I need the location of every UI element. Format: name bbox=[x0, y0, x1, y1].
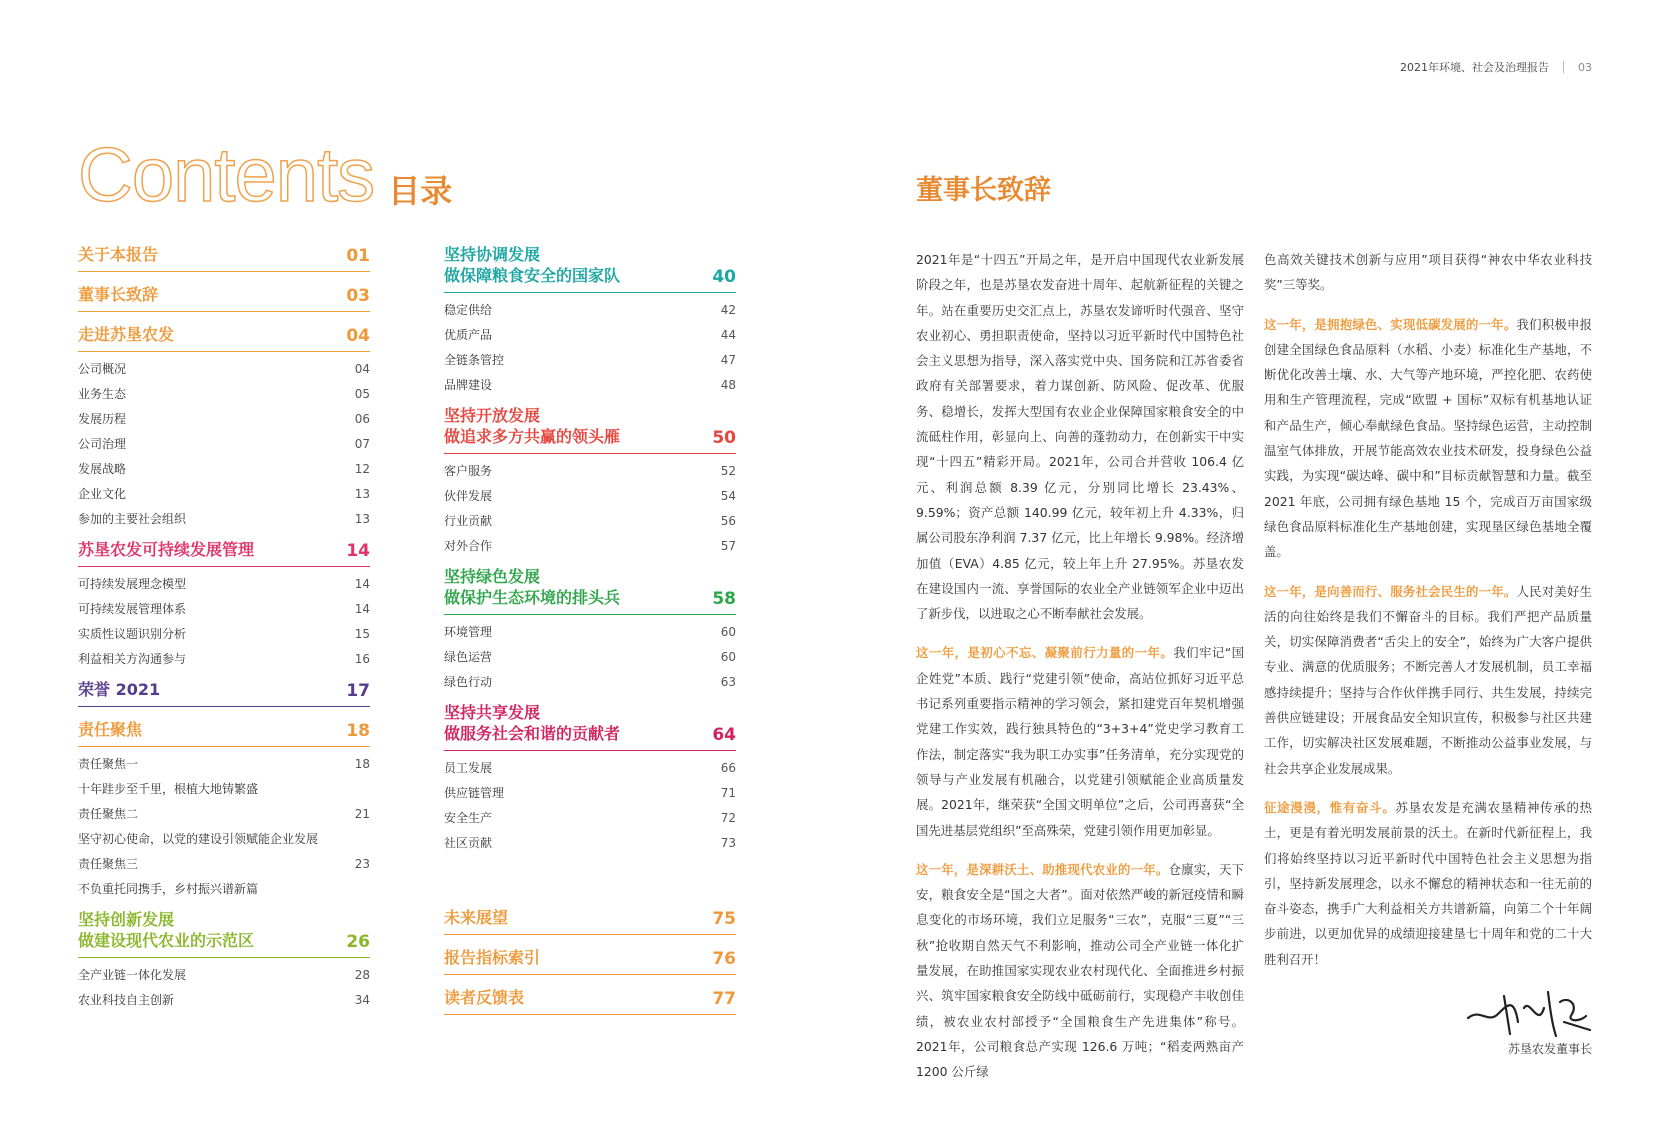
toc-section-title: 读者反馈表 bbox=[444, 988, 525, 1007]
toc-item-page: 13 bbox=[354, 486, 370, 501]
letter-title: 董事长致辞 bbox=[916, 175, 1051, 206]
toc-section-title: 坚持协调发展 bbox=[444, 245, 541, 264]
toc-gap bbox=[444, 1019, 736, 1027]
toc-item[interactable] bbox=[444, 322, 736, 347]
toc-section-subtitle: 做保障粮食安全的国家队 bbox=[444, 266, 621, 285]
toc-item[interactable] bbox=[444, 830, 736, 855]
toc-item-label: 行业贡献 bbox=[444, 514, 493, 528]
toc-section-title: 报告指标索引 bbox=[444, 948, 541, 967]
letter-paragraph bbox=[1264, 795, 1592, 972]
toc-item-page: 18 bbox=[354, 756, 370, 771]
toc-item[interactable] bbox=[78, 621, 370, 646]
toc-item-label: 安全生产 bbox=[444, 811, 493, 825]
toc-item-label: 公司治理 bbox=[78, 437, 127, 451]
report-title: 2021年环境、社会及治理报告 bbox=[1400, 61, 1549, 74]
toc-item-label: 供应链管理 bbox=[444, 786, 505, 800]
toc-section-subtitle: 做保护生态环境的排头兵 bbox=[444, 588, 621, 607]
toc-section[interactable] bbox=[78, 244, 370, 272]
report-header bbox=[1400, 59, 1592, 75]
toc-item-page: 04 bbox=[354, 361, 370, 376]
toc-item[interactable] bbox=[78, 356, 370, 381]
toc-item-label: 员工发展 bbox=[444, 761, 493, 775]
toc-gap bbox=[444, 855, 736, 863]
toc-section-title: 坚持创新发展 bbox=[78, 910, 175, 929]
toc-section[interactable] bbox=[78, 679, 370, 707]
toc-item-label: 责任聚焦二 bbox=[78, 807, 139, 821]
toc-gap bbox=[444, 558, 736, 566]
toc-section[interactable] bbox=[78, 284, 370, 312]
toc-item-page: 60 bbox=[720, 649, 736, 664]
toc-item[interactable] bbox=[444, 297, 736, 322]
letter-paragraph bbox=[916, 640, 1244, 842]
toc-section-page: 26 bbox=[346, 932, 370, 952]
toc-section-title: 荣誉 2021 bbox=[78, 680, 161, 699]
letter-column-2 bbox=[1264, 247, 1592, 986]
page-number: 03 bbox=[1578, 60, 1592, 74]
toc-section-page: 14 bbox=[346, 541, 370, 561]
toc-item-page: 44 bbox=[720, 327, 736, 342]
toc-item-page: 15 bbox=[354, 626, 370, 641]
toc-item-label: 社区贡献 bbox=[444, 836, 493, 850]
toc-item-page: 71 bbox=[720, 785, 736, 800]
toc-gap bbox=[78, 1012, 370, 1020]
toc-item-page: 56 bbox=[720, 513, 736, 528]
toc-item-label: 农业科技自主创新 bbox=[78, 993, 175, 1007]
paragraph-text: 仓廪实，天下安，粮食安全是“国之大者”。面对依然严峻的新冠疫情和瞬息变化的市场环境，我们立足服务“三农”，克服“三夏”“三秋”抢收期自然天气不利影响，推动公司全产业链一体化扩量发展，在助推国家实现农业农村现代化、全面推进乡村振兴、筑牢国家粮食安全防线中砥砺前行，实现稳产丰收创佳绩，被农业农村部授予“全国粮食生产先进集体”称号。2021年，公司粮食总产实现 126.6 万吨；“稻麦两熟亩产 1200 公斤绿 bbox=[916, 861, 1245, 1080]
toc-item-label: 可持续发展理念模型 bbox=[78, 577, 187, 591]
toc-item-page: 60 bbox=[720, 624, 736, 639]
toc-item-page: 16 bbox=[354, 651, 370, 666]
letter-paragraph bbox=[916, 247, 1244, 626]
toc-item[interactable] bbox=[78, 431, 370, 456]
toc-item-page: 66 bbox=[720, 760, 736, 775]
toc-item[interactable] bbox=[78, 826, 370, 851]
toc-item[interactable] bbox=[78, 851, 370, 876]
toc-item-page: 07 bbox=[354, 436, 370, 451]
toc-item[interactable] bbox=[444, 508, 736, 533]
toc-item[interactable] bbox=[444, 780, 736, 805]
toc-section-page: 77 bbox=[712, 989, 736, 1009]
toc-section[interactable] bbox=[78, 539, 370, 567]
toc-item[interactable] bbox=[444, 619, 736, 644]
toc-item[interactable] bbox=[78, 962, 370, 987]
toc-section-title: 坚持绿色发展 bbox=[444, 567, 541, 586]
toc-gap bbox=[78, 531, 370, 539]
toc-item-label: 发展战略 bbox=[78, 462, 127, 476]
toc-item[interactable] bbox=[78, 801, 370, 826]
toc-item-label: 稳定供给 bbox=[444, 303, 493, 317]
toc-section-page: 64 bbox=[712, 725, 736, 745]
toc-section[interactable] bbox=[444, 405, 736, 454]
toc-item-label: 全链条管控 bbox=[444, 353, 505, 367]
toc-section-title: 坚持共享发展 bbox=[444, 703, 541, 722]
toc-section-title: 坚持开放发展 bbox=[444, 406, 541, 425]
letter-paragraph bbox=[1264, 579, 1592, 781]
paragraph-text: 苏垦农发是充满农垦精神传承的热土，更是有着光明发展前景的沃土。在新时代新征程上，我们将始终坚持以习近平新时代中国特色社会主义思想为指引，坚持新发展理念，以永不懈怠的精神状态和一往无前的奋斗姿态，携手广大利益相关方共谱新篇，向第二个十年阔步前进，以更加优异的成绩迎接建垦七十周年和党的二十大胜利召开！ bbox=[1264, 799, 1593, 967]
toc-item[interactable] bbox=[444, 372, 736, 397]
contents-title-cn: 目录 bbox=[388, 172, 453, 210]
toc-section[interactable] bbox=[78, 324, 370, 352]
toc-item-label: 伙伴发展 bbox=[444, 489, 493, 503]
toc-section-page: 40 bbox=[712, 267, 736, 287]
toc-item-page: 48 bbox=[720, 377, 736, 392]
toc-item-label: 品牌建设 bbox=[444, 378, 493, 392]
paragraph-lead: 征途漫漫，惟有奋斗。 bbox=[1264, 799, 1396, 815]
toc-gap bbox=[444, 397, 736, 405]
toc-item-label: 全产业链一体化发展 bbox=[78, 968, 187, 982]
toc-item-label: 十年跬步至千里，根植大地铸繁盛 bbox=[78, 782, 259, 796]
toc-section-title: 董事长致辞 bbox=[78, 285, 159, 304]
toc-section[interactable] bbox=[444, 566, 736, 615]
toc-item[interactable] bbox=[444, 533, 736, 558]
toc-item-page: 23 bbox=[354, 856, 370, 871]
toc-gap bbox=[444, 979, 736, 987]
paragraph-lead: 这一年，是初心不忘、凝聚前行力量的一年。 bbox=[916, 645, 1174, 661]
toc-item-page: 28 bbox=[354, 967, 370, 982]
toc-item-page: 06 bbox=[354, 411, 370, 426]
toc-item[interactable] bbox=[444, 669, 736, 694]
toc-section-title: 走进苏垦农发 bbox=[78, 325, 175, 344]
toc-item[interactable] bbox=[78, 571, 370, 596]
toc-section[interactable] bbox=[444, 244, 736, 293]
toc-item-label: 责任聚焦三 bbox=[78, 857, 139, 871]
paragraph-lead: 这一年，是深耕沃土、助推现代农业的一年。 bbox=[916, 861, 1169, 877]
toc-section[interactable] bbox=[444, 702, 736, 751]
toc-item-page: 34 bbox=[354, 992, 370, 1007]
contents-title-en: Contents bbox=[78, 133, 375, 218]
toc-item-page: 12 bbox=[354, 461, 370, 476]
toc-item[interactable] bbox=[444, 458, 736, 483]
toc-item-label: 客户服务 bbox=[444, 464, 493, 478]
toc-item[interactable] bbox=[78, 876, 370, 901]
toc-item-label: 实质性议题识别分析 bbox=[78, 627, 187, 641]
toc-item-label: 绿色运营 bbox=[444, 650, 493, 664]
toc-gap bbox=[444, 694, 736, 702]
toc-gap bbox=[78, 316, 370, 324]
toc-section-subtitle: 做服务社会和谐的贡献者 bbox=[444, 724, 621, 743]
toc-item-label: 绿色行动 bbox=[444, 675, 493, 689]
toc-item[interactable] bbox=[78, 751, 370, 776]
toc-gap bbox=[78, 671, 370, 679]
toc-item-label: 不负重托同携手，乡村振兴谱新篇 bbox=[78, 882, 259, 896]
toc-item-label: 优质产品 bbox=[444, 328, 493, 342]
toc-item-page: 13 bbox=[354, 511, 370, 526]
toc-section[interactable] bbox=[444, 947, 736, 975]
toc-item-label: 业务生态 bbox=[78, 387, 127, 401]
letter-paragraph bbox=[916, 857, 1244, 1085]
toc-item-label: 发展历程 bbox=[78, 412, 127, 426]
toc-gap bbox=[78, 711, 370, 719]
toc-section-page: 18 bbox=[346, 721, 370, 741]
toc-column-2 bbox=[444, 244, 736, 1027]
toc-item[interactable] bbox=[78, 381, 370, 406]
toc-section-page: 01 bbox=[346, 246, 370, 266]
toc-item[interactable] bbox=[78, 406, 370, 431]
toc-section-subtitle: 做建设现代农业的示范区 bbox=[78, 931, 255, 950]
toc-section-title: 关于本报告 bbox=[78, 245, 159, 264]
toc-item-page: 52 bbox=[720, 463, 736, 478]
toc-item-page: 73 bbox=[720, 835, 736, 850]
toc-section-page: 76 bbox=[712, 949, 736, 969]
toc-item[interactable] bbox=[444, 483, 736, 508]
toc-item-label: 环境管理 bbox=[444, 625, 493, 639]
toc-section-page: 17 bbox=[346, 681, 370, 701]
paragraph-text: 我们牢记“国企姓党”本质、践行“党建引领”使命，高站位抓好习近平总书记系列重要指示精神的学习领会，紧扣建党百年契机增强党建工作实效，践行独具特色的“3+3+4”党史学习教育工作法，制定落实“我为职工办实事”任务清单，充分实现党的领导与产业发展有机融合，以党建引领赋能企业高质量发展。2021年，继荣获“全国文明单位”之后，公司再喜获“全国先进基层党组织”至高殊荣，党建引领作用更加彰显。 bbox=[916, 645, 1245, 838]
toc-item[interactable] bbox=[78, 506, 370, 531]
paragraph-text: 我们积极申报创建全国绿色食品原料（水稻、小麦）标准化生产基地，不断优化改善土壤、水、大气等产地环境，严控化肥、农药使用和生产管理流程，完成“欧盟 + 国标”双标有机基地认证和产品生产，倾心奉献绿色食品。坚持绿色运营，主动控制温室气体排放，开展节能高效农业技术研发，投身绿色公益实践，为实现“碳达峰、碳中和”目标贡献智慧和力量。截至 2021 年底，公司拥有绿色基地 15 个，完成百万亩国家级绿色食品原料标准化生产基地创建，实现垦区绿色基地全覆盖。 bbox=[1264, 316, 1593, 560]
chairman-signature bbox=[1460, 978, 1600, 1048]
paragraph-lead: 这一年，是向善而行、服务社会民生的一年。 bbox=[1264, 583, 1517, 599]
toc-item[interactable] bbox=[444, 755, 736, 780]
toc-section[interactable] bbox=[444, 987, 736, 1015]
contents-heading bbox=[78, 133, 453, 218]
toc-item-page: 21 bbox=[354, 806, 370, 821]
toc-section-page: 58 bbox=[712, 589, 736, 609]
toc-item[interactable] bbox=[78, 596, 370, 621]
toc-item[interactable] bbox=[78, 987, 370, 1012]
toc-item[interactable] bbox=[78, 481, 370, 506]
header-divider bbox=[1563, 61, 1564, 73]
toc-item-page: 57 bbox=[720, 538, 736, 553]
toc-section-title: 责任聚焦 bbox=[78, 720, 143, 739]
toc-gap bbox=[78, 901, 370, 909]
toc-spacer bbox=[444, 863, 736, 907]
letter-paragraph bbox=[1264, 247, 1592, 298]
toc-section-title: 未来展望 bbox=[444, 908, 509, 927]
toc-item-page: 14 bbox=[354, 576, 370, 591]
toc-section[interactable] bbox=[444, 907, 736, 935]
paragraph-lead: 这一年，是拥抱绿色、实现低碳发展的一年。 bbox=[1264, 316, 1517, 332]
toc-section-page: 75 bbox=[712, 909, 736, 929]
toc-item-page: 54 bbox=[720, 488, 736, 503]
toc-gap bbox=[444, 939, 736, 947]
toc-item-page: 42 bbox=[720, 302, 736, 317]
toc-section-page: 04 bbox=[346, 326, 370, 346]
toc-item-page: 14 bbox=[354, 601, 370, 616]
toc-item-label: 责任聚焦一 bbox=[78, 757, 139, 771]
signer-title: 苏垦农发董事长 bbox=[1507, 1042, 1592, 1056]
toc-item[interactable] bbox=[444, 805, 736, 830]
toc-item-page: 72 bbox=[720, 810, 736, 825]
toc-gap bbox=[78, 276, 370, 284]
letter-paragraph bbox=[1264, 312, 1592, 565]
toc-item[interactable] bbox=[78, 456, 370, 481]
toc-item-label: 利益相关方沟通参与 bbox=[78, 652, 187, 666]
paragraph-text: 人民对美好生活的向往始终是我们不懈奋斗的目标。我们严把产品质量关，切实保障消费者“舌尖上的安全”，始终为广大客户提供专业、满意的优质服务；不断完善人才发展机制，员工幸福感持续提升；坚持与合作伙伴携手同行、共生发展，持续完善供应链建设；开展食品安全知识宣传，积极参与社区共建工作，切实解决社区发展难题，不断推动公益事业发展，与社会共享企业发展成果。 bbox=[1264, 583, 1593, 776]
toc-item[interactable] bbox=[444, 347, 736, 372]
toc-item[interactable] bbox=[78, 776, 370, 801]
toc-item-label: 企业文化 bbox=[78, 487, 127, 501]
toc-item-label: 坚守初心使命，以党的建设引领赋能企业发展 bbox=[78, 832, 319, 846]
toc-item-page: 47 bbox=[720, 352, 736, 367]
toc-item-page: 05 bbox=[354, 386, 370, 401]
letter-column-1 bbox=[916, 247, 1244, 1099]
toc-item[interactable] bbox=[78, 646, 370, 671]
paragraph-text: 色高效关键技术创新与应用”项目获得“神农中华农业科技奖”三等奖。 bbox=[1264, 252, 1592, 293]
toc-section[interactable] bbox=[78, 719, 370, 747]
toc-item-label: 参加的主要社会组织 bbox=[78, 512, 187, 526]
toc-section-page: 50 bbox=[712, 428, 736, 448]
toc-item-label: 可持续发展管理体系 bbox=[78, 602, 187, 616]
toc-section-page: 03 bbox=[346, 286, 370, 306]
toc-section-title: 苏垦农发可持续发展管理 bbox=[78, 540, 255, 559]
toc-item-label: 对外合作 bbox=[444, 539, 493, 553]
paragraph-text: 2021年是“十四五”开局之年，是开启中国现代农业新发展阶段之年，也是苏垦农发奋进十周年、起航新征程的关键之年。站在重要历史交汇点上，苏垦农发谛听时代强音、坚守农业初心、勇担职责使命，坚持以习近平新时代中国特色社会主义思想为指导，深入落实党中央、国务院和江苏省委省政府有关部署要求，着力谋创新、防风险、促改革、优服务、稳增长，发挥大型国有农业企业保障国家粮食安全的中流砥柱作用，彰显向上、向善的蓬勃动力，在创新实干中实现“十四五”精彩开局。2021年，公司合并营收 106.4 亿元、利润总额 8.39 亿元，分别同比增长 23.43%、9.59%；资产总额 140.99 亿元，较年初上升 4.33%，归属公司股东净利润 7.37 亿元，比上年增长 9.98%。经济增加值（EVA）4.85 亿元，较上年上升 27.95%。苏垦农发在建设国内一流、享誉国际的农业全产业链领军企业中迈出了新步伐，以进取之心不断奉献社会发展。 bbox=[916, 252, 1244, 622]
toc-section[interactable] bbox=[78, 909, 370, 958]
toc-item-label: 公司概况 bbox=[78, 362, 127, 376]
toc-section-subtitle: 做追求多方共赢的领头雁 bbox=[444, 427, 621, 446]
toc-item[interactable] bbox=[444, 644, 736, 669]
toc-item-page: 63 bbox=[720, 674, 736, 689]
toc-column-1 bbox=[78, 244, 370, 1020]
